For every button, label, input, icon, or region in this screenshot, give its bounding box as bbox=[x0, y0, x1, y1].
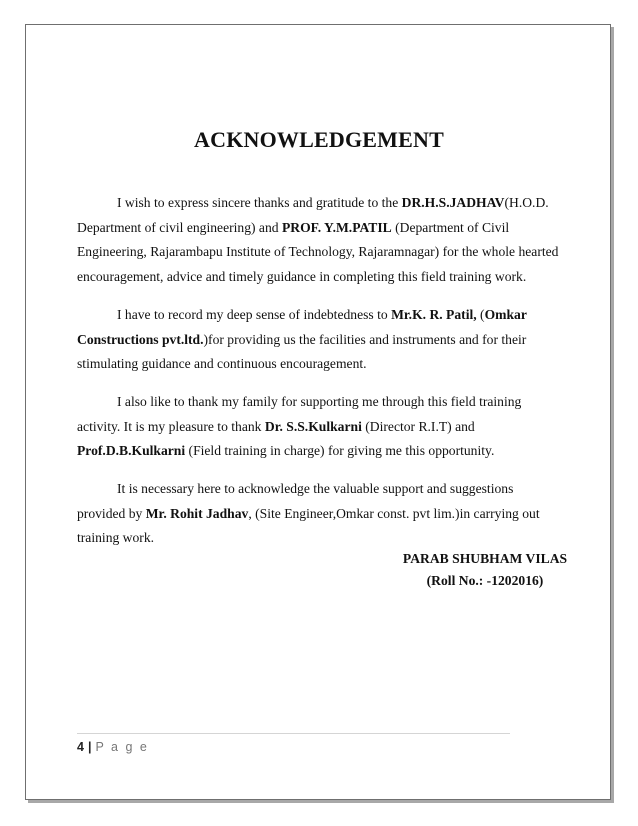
signature-block bbox=[400, 548, 570, 592]
name-rohit-jadhav: Mr. Rohit Jadhav bbox=[145, 505, 249, 521]
name-kr-patil: Mr.K. R. Patil, bbox=[391, 306, 477, 322]
signature-name: PARAB SHUBHAM VILAS bbox=[402, 551, 568, 566]
text-segment: (Director R.I.T) and bbox=[361, 418, 475, 434]
company-omkar: Omkar Constructions pvt.ltd. bbox=[77, 306, 527, 347]
text-segment: (H.O.D. Department of civil engineering) and bbox=[77, 195, 549, 235]
paragraph-2 bbox=[77, 303, 563, 377]
text-segment: I also like to thank my family for supporting me through this field training activity. It is my pleasure to thank bbox=[77, 393, 522, 434]
page-title: ACKNOWLEDGEMENT bbox=[194, 127, 444, 152]
text-segment: I have to record my deep sense of indebtedness to bbox=[117, 306, 392, 322]
paragraph-4 bbox=[77, 477, 563, 551]
text-segment: (Field training in charge) for giving me this opportunity. bbox=[185, 443, 495, 459]
signature-roll: (Roll No.: -1202016) bbox=[426, 573, 544, 588]
page-footer bbox=[77, 740, 149, 754]
acknowledgement-body bbox=[77, 191, 563, 564]
name-db-kulkarni: Prof.D.B.Kulkarni bbox=[77, 443, 186, 459]
paragraph-3 bbox=[77, 390, 563, 464]
text-segment: It is necessary here to acknowledge the valuable support and suggestions provided by bbox=[77, 481, 514, 521]
text-segment: , (Site Engineer,Omkar const. pvt lim.)in carrying out training work. bbox=[77, 505, 540, 546]
text-segment: (Department of Civil Engineering, Rajarambapu Institute of Technology, Rajaramnagar) for the whole hearted encouragement, advice and timely guidance in completing this field training work. bbox=[77, 219, 559, 285]
page-label: P a g e bbox=[95, 740, 149, 754]
footer-divider bbox=[77, 733, 510, 734]
name-hs-jadhav: DR.H.S.JADHAV bbox=[401, 195, 505, 210]
text-segment: I wish to express sincere thanks and gratitude to the bbox=[117, 195, 402, 210]
text-segment: ( bbox=[476, 306, 485, 322]
footer-separator: | bbox=[87, 740, 92, 754]
name-ym-patil: PROF. Y.M.PATIL bbox=[281, 219, 392, 235]
text-segment: )for providing us the facilities and instruments and for their stimulating guidance and continuous encouragement. bbox=[77, 331, 527, 372]
page-number: 4 bbox=[77, 740, 84, 754]
paragraph-1 bbox=[77, 191, 563, 290]
name-ss-kulkarni: Dr. S.S.Kulkarni bbox=[264, 418, 362, 434]
